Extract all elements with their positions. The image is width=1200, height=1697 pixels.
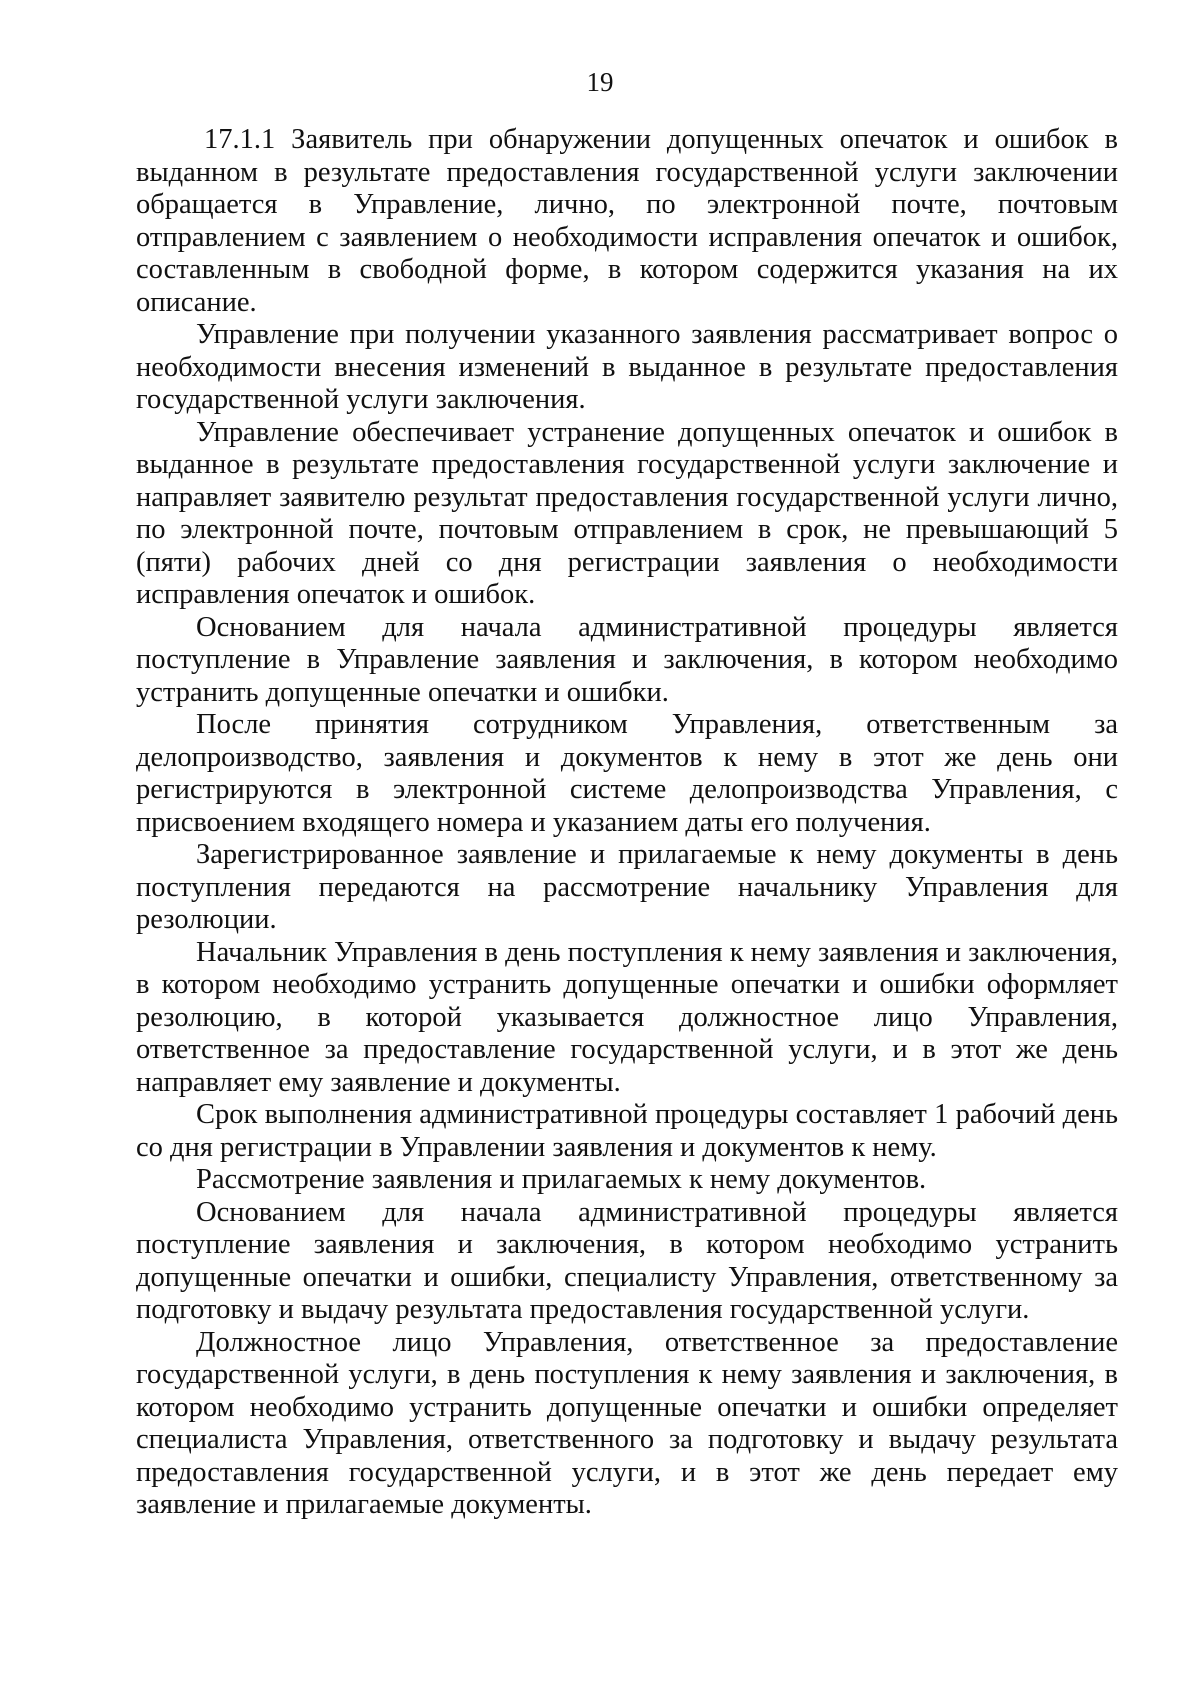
paragraph-17-1-1: 17.1.1 Заявитель при обнаружении допущенных опечаток и ошибок в выданном в результате предоставления государственной услуги заключении обращается в Управление, лично, по электронной почте, почтовым отправлением с заявлением о необходимости исправления опечаток и ошибок, составленным в свободной форме, в котором содержится указания на их описание. bbox=[136, 124, 1118, 318]
paragraph: После принятия сотрудником Управления, ответственным за делопроизводство, заявления и документов к нему в этот же день они регистрируются в электронной системе делопроизводства Управления, с присвоением входящего номера и указанием даты его получения. bbox=[136, 709, 1118, 838]
paragraph: Основанием для начала административной процедуры является поступление заявления и заключения, в котором необходимо устранить допущенные опечатки и ошибки, специалисту Управления, ответственному за подготовку и выдачу результата предоставления государственной услуги. bbox=[136, 1196, 1118, 1325]
document-body bbox=[136, 124, 1118, 1522]
paragraph: Срок выполнения административной процедуры составляет 1 рабочий день со дня регистрации в Управлении заявления и документов к нему. bbox=[136, 1099, 1118, 1163]
paragraph: Зарегистрированное заявление и прилагаемые к нему документы в день поступления передаются на рассмотрение начальнику Управления для резолюции. bbox=[136, 839, 1118, 935]
paragraph: Должностное лицо Управления, ответственное за предоставление государственной услуги, в день поступления к нему заявления и заключения, в котором необходимо устранить допущенные опечатки и ошибки определяет специалиста Управления, ответственного за подготовку и выдачу результата предоставления государственной услуги, и в этот же день передает ему заявление и прилагаемые документы. bbox=[136, 1326, 1118, 1520]
paragraph: Начальник Управления в день поступления к нему заявления и заключения, в котором необходимо устранить допущенные опечатки и ошибки оформляет резолюцию, в которой указывается должностное лицо Управления, ответственное за предоставление государственной услуги, и в этот же день направляет ему заявление и документы. bbox=[136, 936, 1118, 1098]
paragraph: Управление при получении указанного заявления рассматривает вопрос о необходимости внесения изменений в выданное в результате предоставления государственной услуги заключения. bbox=[136, 319, 1118, 415]
paragraph: Управление обеспечивает устранение допущенных опечаток и ошибок в выданное в результате предоставления государственной услуги заключение и направляет заявителю результат предоставления государственной услуги лично, по электронной почте, почтовым отправлением в срок, не превышающий 5 (пяти) рабочих дней со дня регистрации заявления о необходимости исправления опечаток и ошибок. bbox=[136, 416, 1118, 610]
paragraph: Основанием для начала административной процедуры является поступление в Управление заявления и заключения, в котором необходимо устранить допущенные опечатки и ошибки. bbox=[136, 611, 1118, 708]
page-number: 19 bbox=[586, 67, 614, 97]
paragraph: Рассмотрение заявления и прилагаемых к нему документов. bbox=[196, 1164, 927, 1195]
